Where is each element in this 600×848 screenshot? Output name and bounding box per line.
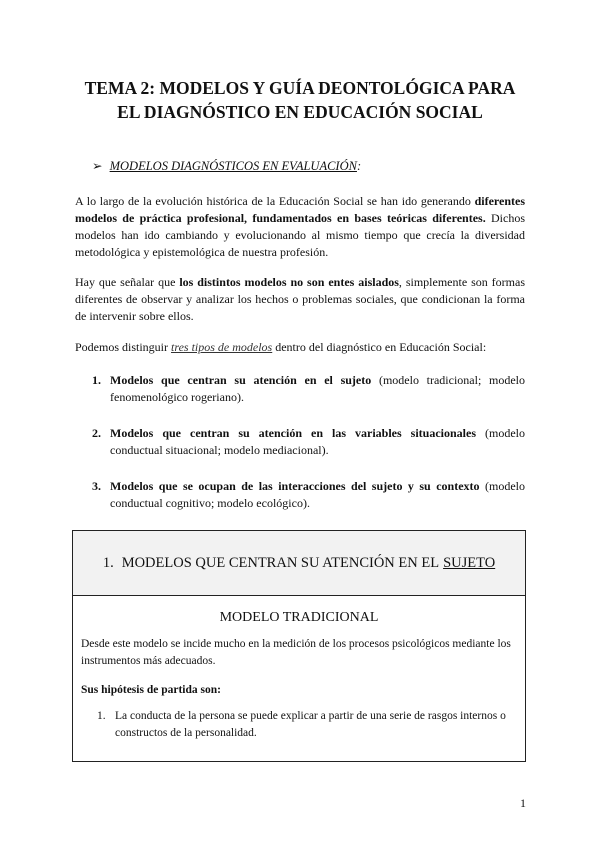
box-header-underlined: SUJETO — [443, 554, 496, 571]
list-item-number: 2. — [92, 426, 101, 440]
types-text-a: Podemos distinguir — [75, 340, 172, 354]
list-item-bold: Modelos que se ocupan de las interacciones del sujeto y su contexto — [110, 479, 480, 493]
models-paragraph — [75, 274, 525, 325]
list-item — [92, 425, 525, 459]
types-paragraph — [75, 339, 525, 356]
models-list — [92, 372, 525, 531]
intro-text-c: Dichos modelos han ido cambiando y evolucionando al mismo tiempo que crecía la diversidad metodológica y epistemológica de nuestra profesión. — [75, 211, 526, 259]
arrow-bullet-icon: ➢ — [92, 159, 103, 173]
list-item-number: 3. — [92, 479, 101, 493]
list-item-text: (modelo tradicional; modelo fenomenológico rogeriano). — [110, 373, 525, 404]
list-item — [97, 708, 517, 742]
box-header-text: MODELOS QUE CENTRAN SU ATENCIÓN EN EL — [121, 554, 440, 571]
intro-text-bold: diferentes modelos de práctica profesional, fundamentados en bases teóricas diferentes. — [75, 194, 525, 225]
page-title — [40, 76, 560, 124]
box-paragraph: Desde este modelo se incide mucho en la medición de los procesos psicológicos mediante los instrumentos más adecuados. — [81, 638, 511, 667]
title-line-2: EL DIAGNÓSTICO EN EDUCACIÓN SOCIAL — [117, 102, 483, 122]
box-header-number: 1. — [102, 554, 114, 571]
section-heading-colon: : — [356, 159, 362, 173]
list-item — [92, 372, 525, 406]
list-item-number: 1. — [92, 373, 101, 387]
model-box — [72, 530, 526, 762]
list-item-text: La conducta de la persona se puede explicar a partir de una serie de rasgos internos o constructos de la personalidad. — [115, 710, 506, 739]
models-text-a: Hay que señalar que — [75, 275, 180, 289]
models-text-c: , simplemente son formas diferentes de observar y analizar los hechos o problemas sociales, que condicionan la forma de intervenir sobre ellos. — [75, 275, 526, 323]
list-item-text: (modelo conductual situacional; modelo mediacional). — [110, 426, 525, 457]
types-text-c: dentro del diagnóstico en Educación Social: — [272, 340, 487, 354]
page-number: 1 — [520, 796, 526, 810]
section-heading — [92, 158, 361, 174]
list-item-number: 1. — [97, 710, 106, 722]
section-heading-label: MODELOS DIAGNÓSTICOS EN EVALUACIÓN — [109, 159, 357, 173]
title-line-1: TEMA 2: MODELOS Y GUÍA DEONTOLÓGICA PARA — [84, 78, 516, 98]
models-text-bold: los distintos modelos no son entes aislados — [179, 275, 399, 289]
types-link[interactable]: tres tipos de modelos — [171, 340, 273, 354]
hypothesis-list — [97, 708, 517, 742]
intro-text-a: A lo largo de la evolución histórica de la Educación Social se han ido generando — [75, 194, 475, 208]
list-item-bold: Modelos que centran su atención en las variables situacionales — [110, 426, 476, 440]
intro-paragraph — [75, 193, 525, 261]
hypothesis-label: Sus hipótesis de partida son: — [81, 684, 221, 696]
box-header — [73, 531, 525, 596]
list-item — [92, 478, 525, 512]
list-item-text: (modelo conductual cognitivo; modelo ecológico). — [110, 479, 525, 510]
box-subtitle: MODELO TRADICIONAL — [219, 610, 379, 625]
list-item-bold: Modelos que centran su atención en el sujeto — [110, 373, 372, 387]
